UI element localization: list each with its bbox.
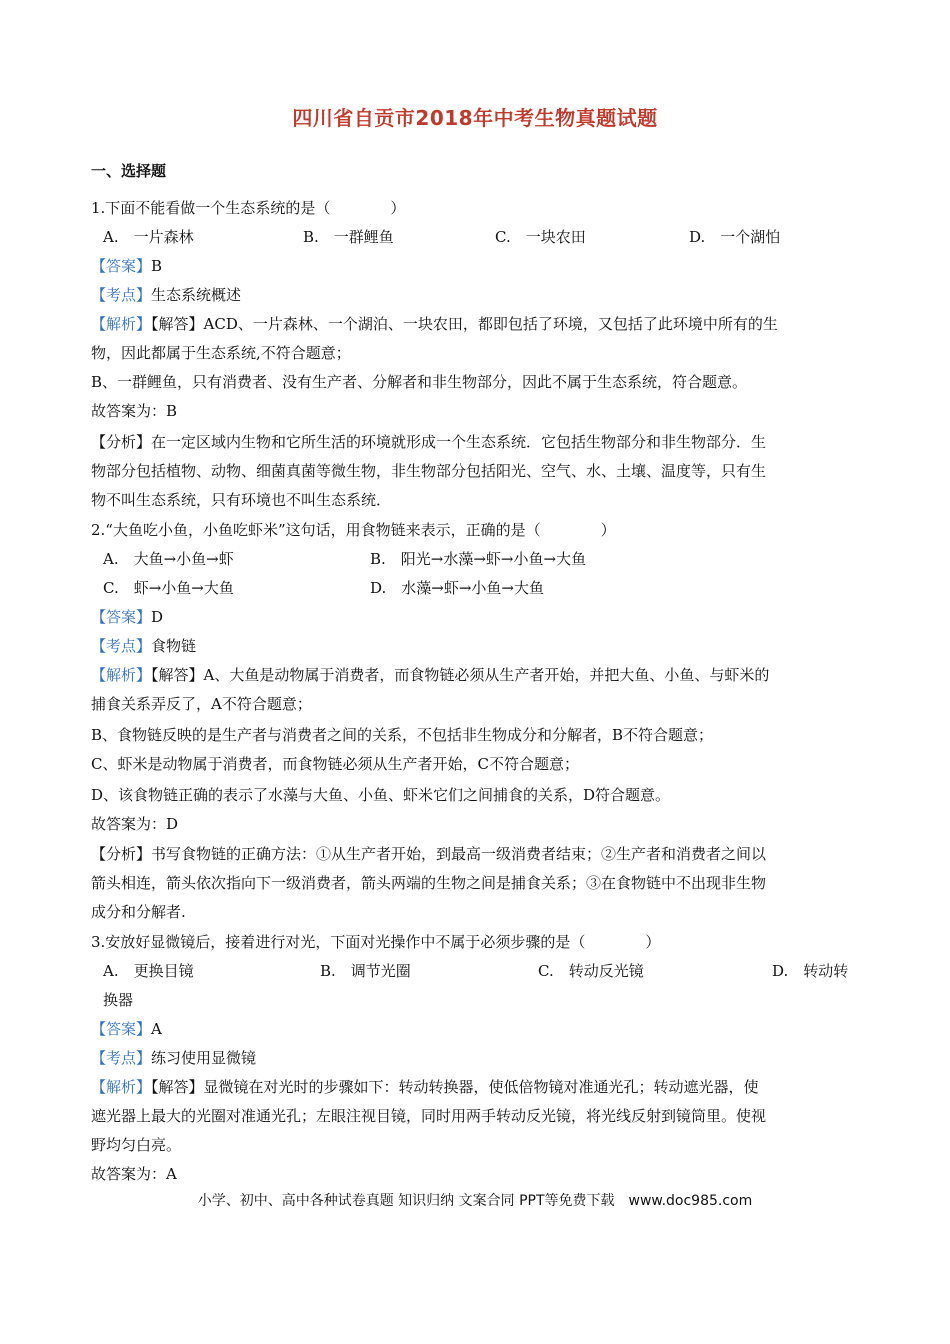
question-1-stem: 1.下面不能看做一个生态系统的是（ ） [91, 199, 406, 217]
question-3-answer [91, 1019, 861, 1039]
question-2-option-a: A. 大鱼→小鱼→虾 [103, 550, 234, 568]
question-2-analysis-line: 箭头相连，箭头依次指向下一级消费者，箭头两端的生物之间是捕食关系；③在食物链中不出现非生物 [91, 874, 767, 892]
question-1-analysis-line: 【分析】在一定区域内生物和它所生活的环境就形成一个生态系统．它包括生物部分和非生物部分．生 [91, 433, 767, 451]
question-2-analysis-line: 成分和分解者. [91, 903, 186, 921]
answer-value: A [151, 1020, 162, 1038]
question-3-option-d-continued: 换器 [103, 991, 134, 1009]
point-value: 食物链 [151, 637, 197, 655]
question-1-option-d: D. 一个湖怕 [689, 228, 781, 246]
question-2-point [91, 636, 861, 656]
question-1-analysis-line: 物部分包括植物、动物、细菌真菌等微生物，非生物部分包括阳光、空气、水、土壤、温度等，只有生 [91, 462, 767, 480]
question-1-analysis-line: 物，因此都属于生态系统,不符合题意； [91, 344, 351, 362]
analysis-text: 【解答】ACD、一片森林、一个湖泊、一块农田，都即包括了环境，又包括了此环境中所有的生 [151, 315, 778, 333]
answer-value: B [151, 257, 163, 275]
question-2-option-d: D. 水藻→虾→小鱼→大鱼 [370, 579, 544, 597]
answer-tag: 【答案】 [91, 257, 152, 275]
question-1-analysis-line: 物不叫生态系统，只有环境也不叫生态系统． [91, 491, 392, 509]
page-title: 四川省自贡市2018年中考生物真题试题 [292, 106, 658, 130]
analysis-tag: 【解析】 [91, 1078, 152, 1096]
question-1-option-c: C. 一块农田 [495, 228, 586, 246]
question-3-option-a: A. 更换目镜 [103, 962, 194, 980]
point-value: 练习使用显微镜 [151, 1049, 257, 1067]
question-3-point [91, 1048, 861, 1068]
question-2-analysis-line: C、虾米是动物属于消费者，而食物链必须从生产者开始，C不符合题意； [91, 755, 579, 773]
question-1-option-a: A. 一片森林 [103, 228, 194, 246]
question-1-analysis-line: B、一群鲤鱼，只有消费者、没有生产者、分解者和非生物部分，因此不属于生态系统，符合题意。 [91, 373, 748, 391]
section-heading: 一、选择题 [91, 162, 167, 180]
analysis-text: 【解答】A、大鱼是动物属于消费者，而食物链必须从生产者开始，并把大鱼、小鱼、与虾米的 [151, 666, 770, 684]
question-2-option-c: C. 虾→小鱼→大鱼 [103, 579, 234, 597]
question-2-analysis-line: 故答案为：D [91, 815, 179, 833]
point-value: 生态系统概述 [151, 286, 242, 304]
question-2-analysis-line: B、食物链反映的是生产者与消费者之间的关系，不包括非生物成分和分解者，B不符合题意； [91, 726, 714, 744]
question-1-option-b: B. 一群鲤鱼 [303, 228, 394, 246]
question-2-analysis-line [91, 665, 861, 685]
question-1-answer [91, 256, 861, 276]
answer-value: D [151, 608, 164, 626]
analysis-tag: 【解析】 [91, 666, 152, 684]
question-1-point [91, 285, 861, 305]
answer-tag: 【答案】 [91, 1020, 152, 1038]
page-footer: 小学、初中、高中各种试卷真题 知识归纳 文案合同 PPT等免费下载 www.doc985.com [197, 1193, 753, 1209]
question-3-option-d: D. 转动转 [772, 962, 849, 980]
question-2-answer [91, 607, 861, 627]
question-2-option-b: B. 阳光→水藻→虾→小鱼→大鱼 [370, 550, 587, 568]
analysis-text: 【解答】显微镜在对光时的步骤如下：转动转换器，使低倍物镜对准通光孔；转动遮光器，使 [151, 1078, 759, 1096]
analysis-tag: 【解析】 [91, 315, 152, 333]
question-3-analysis-line: 故答案为：A [91, 1165, 177, 1183]
point-tag: 【考点】 [91, 637, 152, 655]
question-3-analysis-line: 野均匀白亮。 [91, 1136, 182, 1154]
question-3-analysis-line [91, 1077, 861, 1097]
question-2-analysis-line: 捕食关系弄反了，A不符合题意； [91, 695, 312, 713]
point-tag: 【考点】 [91, 1049, 152, 1067]
question-3-option-b: B. 调节光圈 [320, 962, 411, 980]
question-3-analysis-line: 遮光器上最大的光圈对准通光孔；左眼注视目镜，同时用两手转动反光镜，将光线反射到镜筒里。使视 [91, 1107, 767, 1125]
question-3-option-c: C. 转动反光镜 [538, 962, 644, 980]
question-2-analysis-line: 【分析】书写食物链的正确方法：①从生产者开始，到最高一级消费者结束；②生产者和消费者之间以 [91, 845, 767, 863]
question-2-stem: 2.“大鱼吃小鱼，小鱼吃虾米”这句话，用食物链来表示，正确的是（ ） [91, 521, 616, 539]
question-3-stem: 3.安放好显微镜后，接着进行对光，下面对光操作中不属于必须步骤的是（ ） [91, 933, 661, 951]
point-tag: 【考点】 [91, 286, 152, 304]
answer-tag: 【答案】 [91, 608, 152, 626]
question-2-analysis-line: D、该食物链正确的表示了水藻与大鱼、小鱼、虾米它们之间捕食的关系，D符合题意。 [91, 786, 671, 804]
question-1-analysis-line: 故答案为：B [91, 402, 178, 420]
question-1-analysis-line [91, 314, 861, 334]
